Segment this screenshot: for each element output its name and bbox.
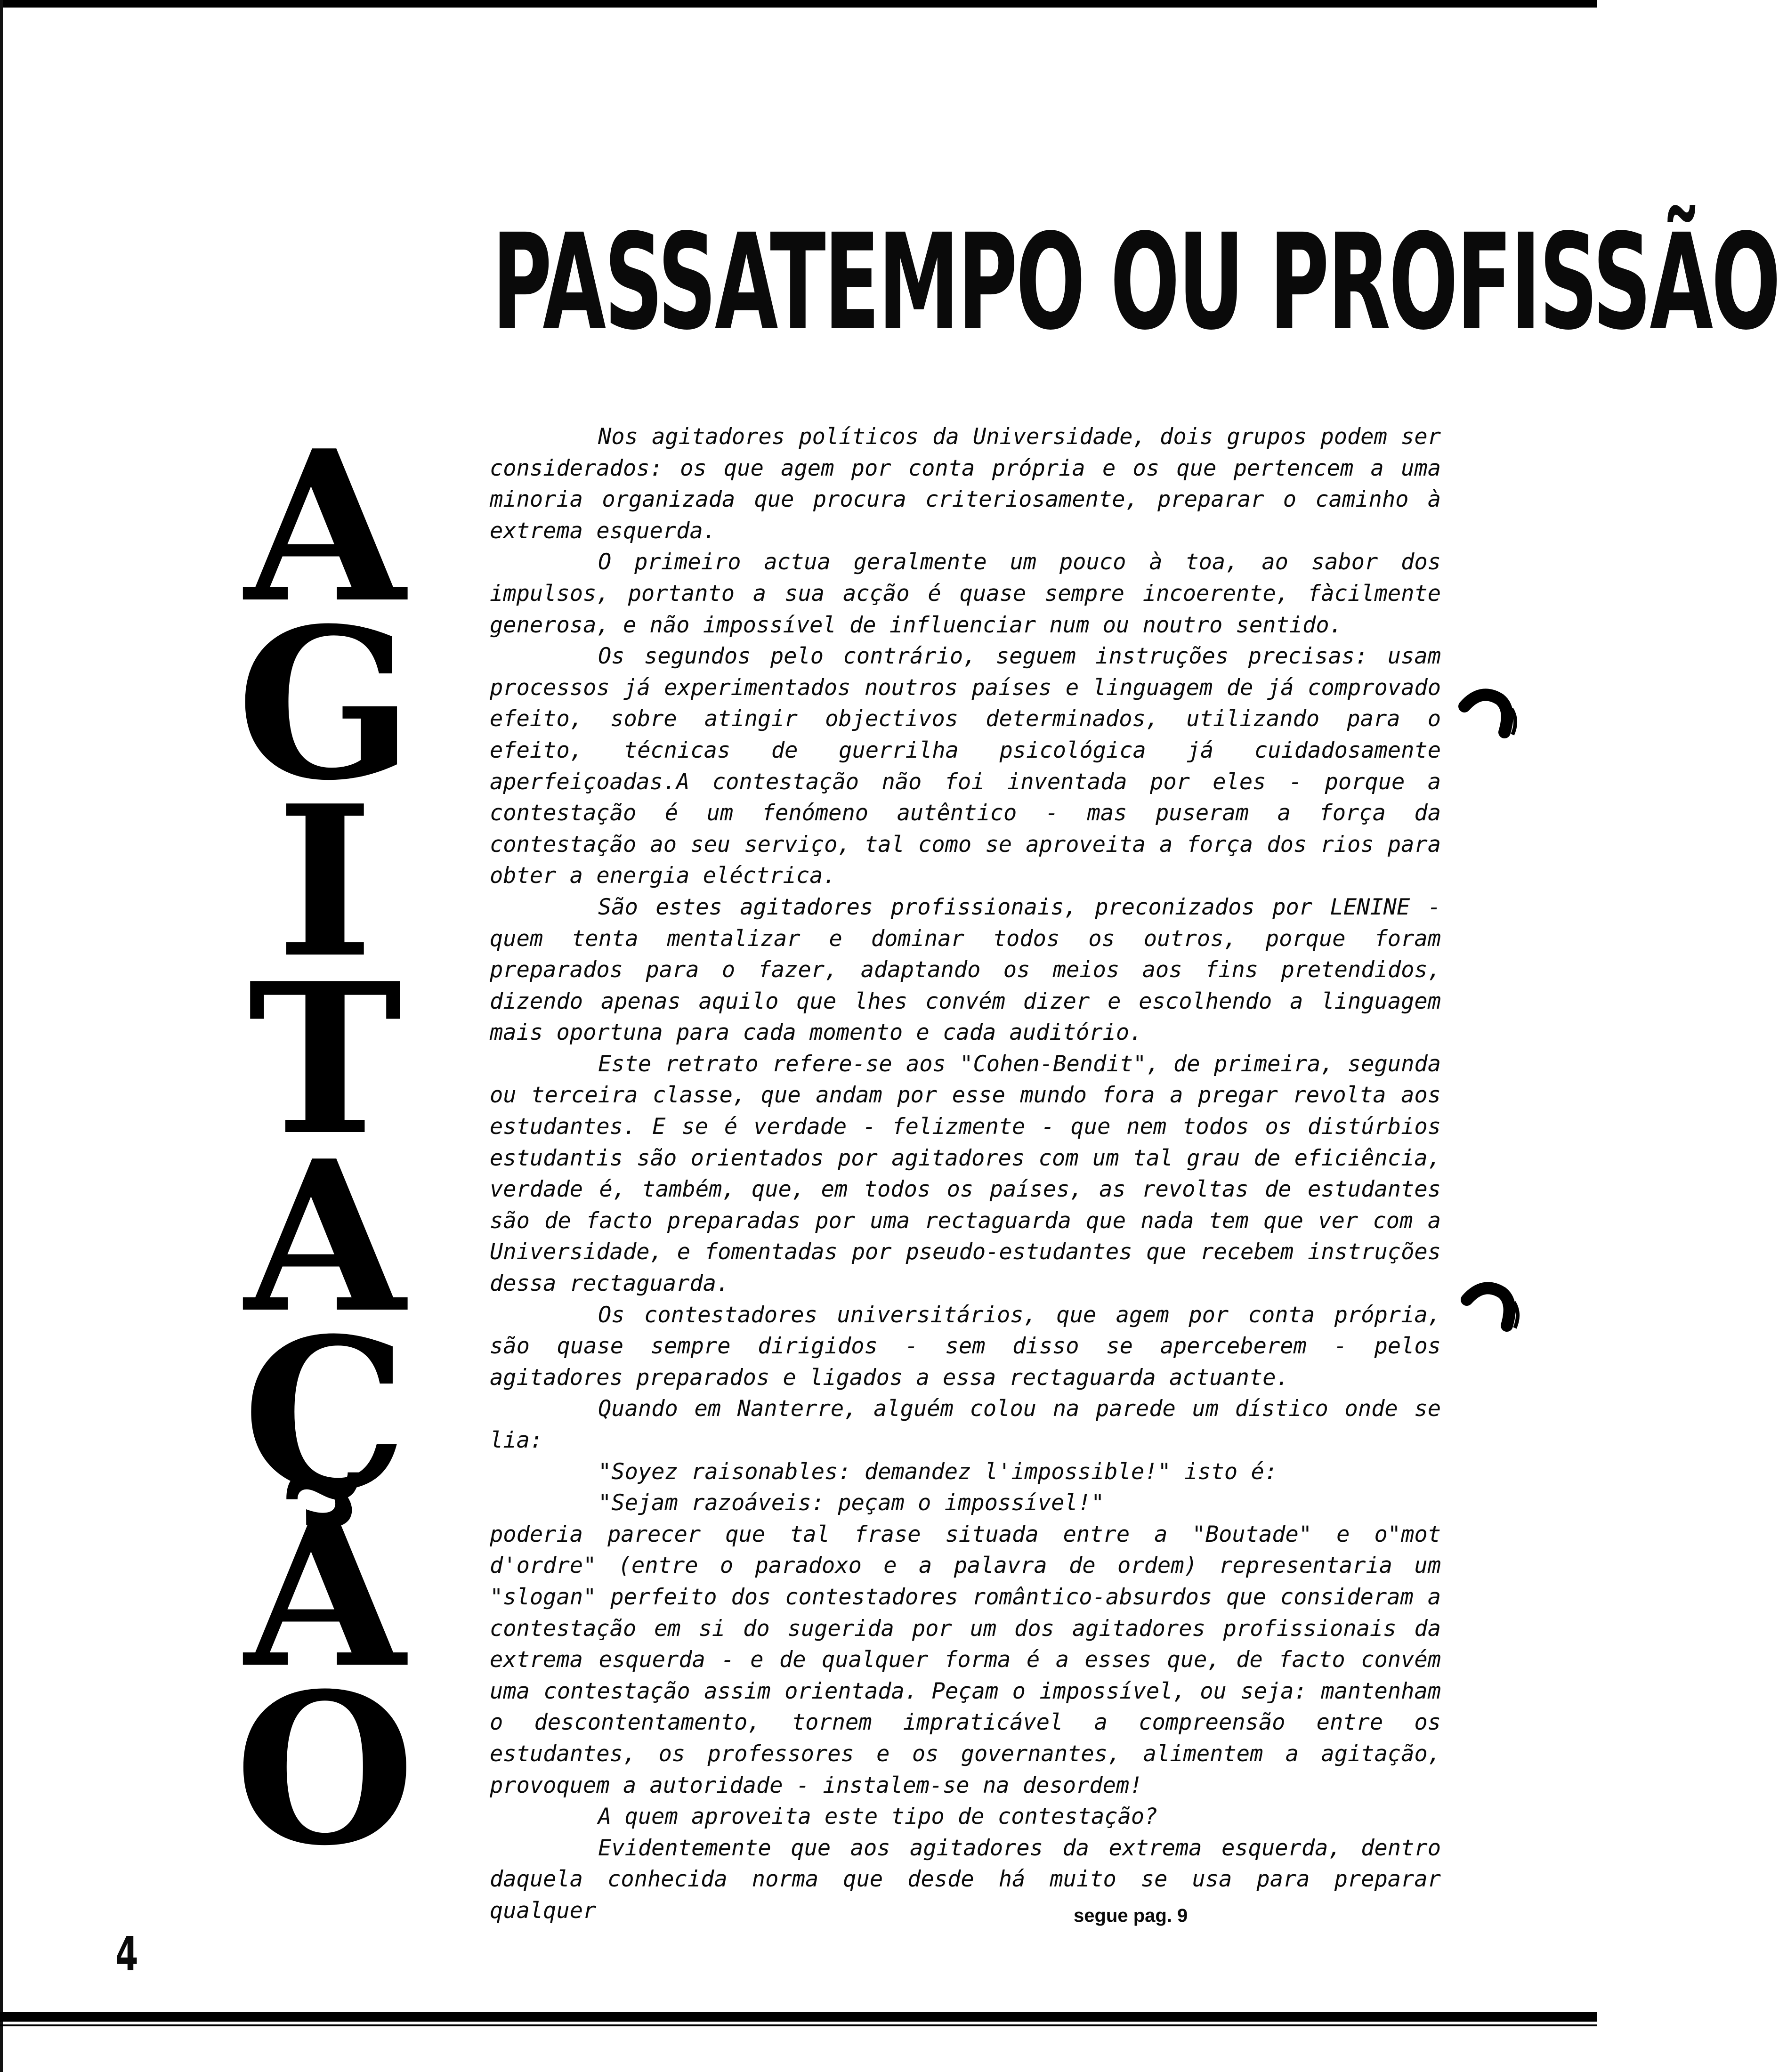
punch-hole-mark bbox=[1460, 688, 1521, 749]
paragraph: Os contestadores universitários, que agem por conta própria, são quase sempre dirigidos - sem disso se aperceberem - pelos agitadores preparados e ligados a essa rectaguarda actuante. bbox=[490, 1302, 1441, 1391]
vertical-title-letter: G bbox=[236, 583, 413, 826]
vertical-title-letter: T bbox=[248, 938, 402, 1181]
quote-portuguese: "Sejam razoáveis: peçam o impossível!" bbox=[598, 1490, 1105, 1516]
paragraph: São estes agitadores profissionais, preconizados por LENINE - quem tenta mentalizar e dominar todos os outros, porque foram preparados para o fazer, adaptando os meios aos fins pretendidos, dizendo apenas aquilo que lhes convém dizer e escolhendo a linguagem mais oportuna para cada momento e cada auditório. bbox=[490, 894, 1441, 1046]
vertical-title bbox=[221, 405, 429, 1891]
paragraph: O primeiro actua geralmente um pouco à toa, ao sabor dos impulsos, portanto a sua acção é quase sempre incoerente, fàcilmente generosa, e não impossível de influenciar num ou noutro sentido. bbox=[490, 549, 1441, 638]
punch-hole-mark-icon bbox=[1460, 688, 1521, 739]
vertical-title-letter: A bbox=[244, 405, 405, 648]
top-border-rule bbox=[0, 0, 1597, 8]
paragraph: Quando em Nanterre, alguém colou na parede um dístico onde se lia: bbox=[490, 1396, 1441, 1453]
left-border-edge bbox=[0, 0, 3, 2072]
bottom-border-rule bbox=[0, 2012, 1597, 2022]
vertical-title-letter: A bbox=[244, 1115, 405, 1359]
vertical-title-letter: I bbox=[276, 760, 373, 1004]
paragraph: Evidentemente que aos agitadores da extrema esquerda, dentro daquela conhecida norma que desde há muito se usa para preparar qualquer bbox=[490, 1835, 1441, 1924]
page-headline: PASSATEMPO OU PROFISSÃO bbox=[492, 206, 1779, 359]
vertical-title-letter: O bbox=[235, 1648, 415, 1891]
quote-french: "Soyez raisonables: demandez l'impossible!" isto é: bbox=[598, 1458, 1278, 1485]
paragraph: Nos agitadores políticos da Universidade, dois grupos podem ser considerados: os que agem por conta própria e os que pertencem a uma minoria organizada que procura criteriosamente, preparar o caminho à extrema esquerda. bbox=[490, 424, 1441, 544]
paragraph: Este retrato refere-se aos "Cohen-Bendit", de primeira, segunda ou terceira classe, que andam por esse mundo fora a pregar revolta aos estudantes. E se é verdade - felizmente - que nem todos os distúrbios estudantis são orientados por agitadores com um tal grau de eficiência, verdade é, também, que, em todos os países, as revoltas de estudantes são de facto preparadas por uma rectaguarda que nada tem que ver com a Universidade, e fomentadas por pseudo-estudantes que recebem instruções dessa rectaguarda. bbox=[490, 1051, 1441, 1297]
punch-hole-mark bbox=[1462, 1281, 1523, 1342]
punch-hole-mark-icon bbox=[1462, 1281, 1523, 1333]
continued-note: segue pag. 9 bbox=[1074, 1905, 1188, 1926]
page-number: 4 bbox=[115, 1926, 138, 1982]
bottom-border-thin-rule bbox=[0, 2024, 1597, 2026]
vertical-title-letter: Ç bbox=[242, 1293, 408, 1536]
paragraph: poderia parecer que tal frase situada entre a "Boutade" e o"mot d'ordre" (entre o paradoxo e a palavra de ordem) representaria um "slogan" perfeito dos contestadores romântico-absurdos que consideram a contestação em si do sugerida por um dos agitadores profissionais da extrema esquerda - e de qualquer forma é a esses que, de facto convém uma contestação assim orientada. Peçam o impossível, ou seja: mantenham o descontentamento, tornem impraticável a compreensão entre os estudantes, os professores e os governantes, alimentem a agitação, provoquem a autoridade - instalem-se na desordem! bbox=[490, 1521, 1441, 1798]
paragraph: Os segundos pelo contrário, seguem instruções precisas: usam processos já experimentados noutros países e linguagem de já comprovado efeito, sobre atingir objectivos determinados, utilizando para o efeito, técnicas de guerrilha psicológica já cuidadosamente aperfeiçoadas.A contestação não foi inventada por eles - porque a contestação é um fenómeno autêntico - mas puseram a força da contestação ao seu serviço, tal como se aproveita a força dos rios para obter a energia eléctrica. bbox=[490, 643, 1441, 889]
paragraph: A quem aproveita este tipo de contestação? bbox=[598, 1804, 1158, 1830]
article-body bbox=[490, 421, 1441, 1927]
vertical-title-letter: Ã bbox=[244, 1470, 405, 1714]
